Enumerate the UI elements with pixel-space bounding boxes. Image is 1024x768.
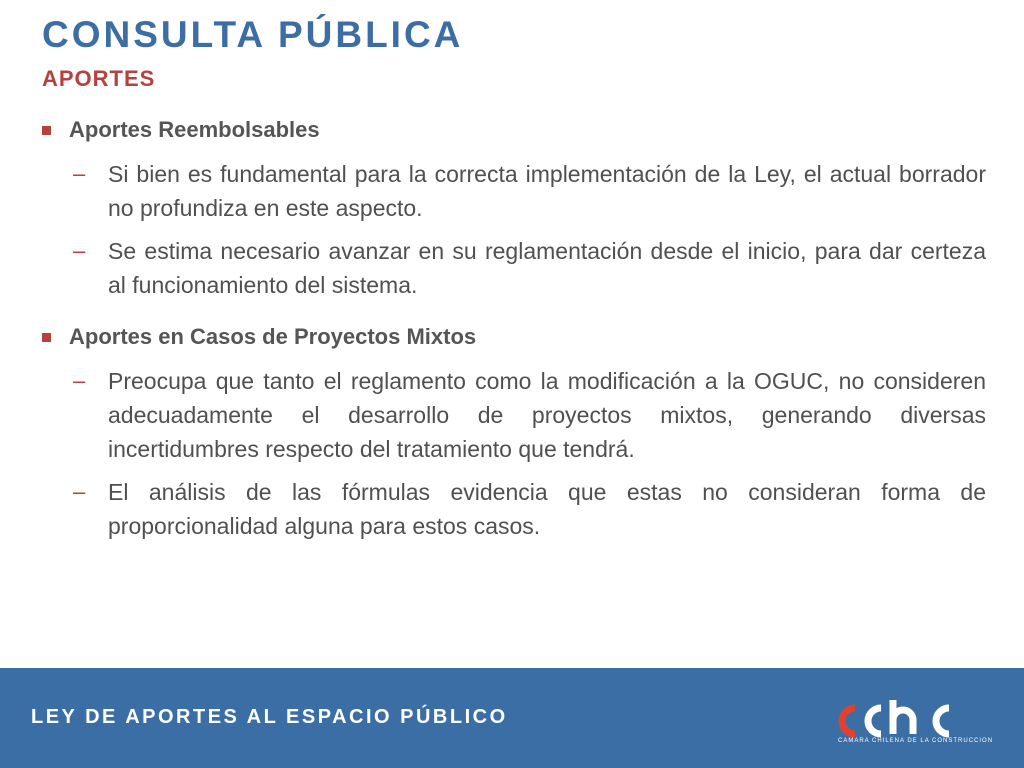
section-heading: Aportes Reembolsables (69, 117, 320, 142)
square-bullet-icon (42, 126, 51, 135)
list-item (40, 475, 986, 543)
dash-bullet-icon: – (73, 479, 86, 504)
list-item-text: Si bien es fundamental para la correcta implementación de la Ley, el actual borrador no profundiza en este aspecto. (108, 161, 986, 221)
list-item (40, 364, 986, 466)
list-item-text: Se estima necesario avanzar en su reglamentación desde el inicio, para dar certeza al funcionamiento del sistema. (108, 238, 986, 298)
slide-subtitle: APORTES (42, 66, 156, 91)
list-item (40, 234, 986, 302)
list-item (40, 157, 986, 225)
list-item-text: Preocupa que tanto el reglamento como la modificación a la OGUC, no consideren adecuadamente el desarrollo de proyectos mixtos, generando diversas incertidumbres respecto del tratamiento que tendrá. (108, 368, 986, 462)
section-aportes-reembolsables (40, 115, 986, 302)
section-heading: Aportes en Casos de Proyectos Mixtos (69, 324, 477, 349)
list-item-text: El análisis de las fórmulas evidencia que estas no consideran forma de proporcionalidad alguna para estos casos. (108, 479, 986, 539)
dash-bullet-icon: – (73, 238, 86, 263)
footer-title: LEY DE APORTES AL ESPACIO PÚBLICO (31, 706, 508, 728)
dash-bullet-icon: – (73, 368, 86, 393)
dash-bullet-icon: – (73, 161, 86, 186)
logo-subtext: CAMARA CHILENA DE LA CONSTRUCCION (838, 738, 994, 744)
slide-title: CONSULTA PÚBLICA (42, 14, 464, 55)
footer-bar (0, 668, 1024, 768)
slide-content (40, 115, 986, 563)
square-bullet-icon (42, 333, 51, 342)
section-proyectos-mixtos (40, 322, 986, 543)
